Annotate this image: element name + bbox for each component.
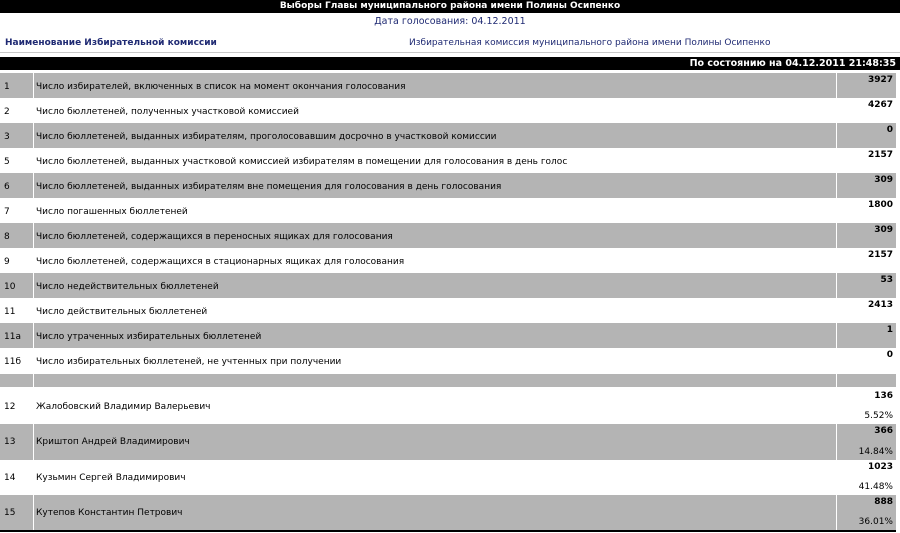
candidate-number: 13 [4, 437, 16, 447]
candidate-number: 15 [4, 508, 16, 518]
table-row [0, 348, 896, 373]
column-separator [33, 460, 34, 495]
value-cell [836, 348, 897, 373]
candidate-name: Кузьмин Сергей Владимирович [36, 473, 186, 483]
candidate-row [0, 389, 896, 424]
value-cell [836, 73, 897, 98]
row-number: 11б [4, 357, 22, 367]
row-number: 11 [4, 307, 16, 317]
candidate-percent: 36.01% [858, 517, 893, 527]
row-label: Число бюллетеней, выданных участковой комиссией избирателям в помещении для голосования в день голос [36, 157, 568, 167]
table-row [0, 273, 896, 298]
row-value: 2157 [867, 250, 893, 260]
column-separator [33, 495, 34, 530]
column-separator [33, 248, 34, 273]
row-value: 0 [886, 350, 893, 360]
row-number: 2 [4, 107, 10, 117]
candidate-row [0, 495, 896, 530]
row-value: 3927 [867, 75, 893, 85]
candidate-votes: 1023 [867, 462, 893, 472]
column-separator [33, 424, 34, 460]
voting-date: Дата голосования: 04.12.2011 [374, 16, 526, 27]
candidate-name: Криштоп Андрей Владимирович [36, 437, 190, 447]
table-row [0, 198, 896, 223]
table-row [0, 98, 896, 123]
status-timestamp: По состоянию на 04.12.2011 21:48:35 [0, 57, 900, 70]
table-row [0, 123, 896, 148]
row-label: Число погашенных бюллетеней [36, 207, 188, 217]
row-label: Число недействительных бюллетеней [36, 282, 219, 292]
row-value: 2413 [867, 300, 893, 310]
value-cell [836, 374, 897, 387]
column-separator [33, 273, 34, 298]
column-separator [33, 98, 34, 123]
value-cell [836, 460, 897, 495]
column-separator [33, 348, 34, 373]
candidate-votes: 366 [874, 426, 893, 436]
row-number: 11а [4, 332, 21, 342]
table-row [0, 223, 896, 248]
table-row [0, 323, 896, 348]
row-number: 1 [4, 82, 10, 92]
candidate-name: Жалобовский Владимир Валерьевич [36, 402, 211, 412]
row-number: 5 [4, 157, 10, 167]
commission-value: Избирательная комиссия муниципального района имени Полины Осипенко [409, 38, 771, 48]
row-value: 1800 [867, 200, 893, 210]
row-number: 7 [4, 207, 10, 217]
commission-row [0, 36, 900, 53]
row-value: 309 [874, 225, 893, 235]
value-cell [836, 173, 897, 198]
row-label: Число бюллетеней, выданных избирателям вне помещения для голосования в день голосования [36, 182, 502, 192]
row-value: 309 [874, 175, 893, 185]
table-spacer-row [0, 374, 896, 387]
table-row [0, 248, 896, 273]
row-label: Число избирательных бюллетеней, не учтенных при получении [36, 357, 342, 367]
candidate-row [0, 460, 896, 495]
column-separator [33, 173, 34, 198]
value-cell [836, 298, 897, 323]
row-label: Число действительных бюллетеней [36, 307, 208, 317]
value-cell [836, 273, 897, 298]
column-separator [33, 374, 34, 387]
candidate-percent: 14.84% [858, 447, 893, 457]
table-row [0, 298, 896, 323]
candidate-votes: 888 [874, 497, 893, 507]
candidate-votes: 136 [874, 391, 893, 401]
value-cell [836, 98, 897, 123]
value-cell [836, 495, 897, 530]
column-separator [33, 148, 34, 173]
value-cell [836, 223, 897, 248]
candidate-name: Кутепов Константин Петрович [36, 508, 183, 518]
candidate-row [0, 424, 896, 460]
column-separator [33, 298, 34, 323]
row-label: Число бюллетеней, содержащихся в стационарных ящиках для голосования [36, 257, 405, 267]
row-label: Число бюллетеней, содержащихся в переносных ящиках для голосования [36, 232, 393, 242]
column-separator [33, 73, 34, 98]
row-number: 3 [4, 132, 10, 142]
commission-label: Наименование Избирательной комиссии [5, 38, 217, 48]
candidate-number: 12 [4, 402, 16, 412]
column-separator [33, 123, 34, 148]
row-value: 2157 [867, 150, 893, 160]
row-label: Число бюллетеней, выданных избирателям, проголосовавшим досрочно в участковой комиссии [36, 132, 497, 142]
table-row [0, 173, 896, 198]
candidate-number: 14 [4, 473, 16, 483]
row-number: 6 [4, 182, 10, 192]
value-cell [836, 123, 897, 148]
page-title: Выборы Главы муниципального района имени Полины Осипенко [0, 0, 900, 13]
bottom-divider [0, 530, 896, 532]
column-separator [33, 223, 34, 248]
value-cell [836, 424, 897, 460]
candidate-percent: 41.48% [858, 482, 893, 492]
row-value: 4267 [867, 100, 893, 110]
row-label: Число избирателей, включенных в список на момент окончания голосования [36, 82, 406, 92]
row-value: 0 [886, 125, 893, 135]
row-label: Число бюллетеней, полученных участковой комиссией [36, 107, 299, 117]
candidate-percent: 5.52% [864, 411, 893, 421]
value-cell [836, 323, 897, 348]
table-row [0, 73, 896, 98]
column-separator [33, 389, 34, 424]
row-label: Число утраченных избирательных бюллетеней [36, 332, 262, 342]
row-value: 53 [880, 275, 893, 285]
table-row [0, 148, 896, 173]
row-value: 1 [886, 325, 893, 335]
value-cell [836, 248, 897, 273]
value-cell [836, 198, 897, 223]
column-separator [33, 198, 34, 223]
row-number: 8 [4, 232, 10, 242]
column-separator [33, 323, 34, 348]
value-cell [836, 148, 897, 173]
row-number: 10 [4, 282, 16, 292]
row-number: 9 [4, 257, 10, 267]
value-cell [836, 389, 897, 424]
